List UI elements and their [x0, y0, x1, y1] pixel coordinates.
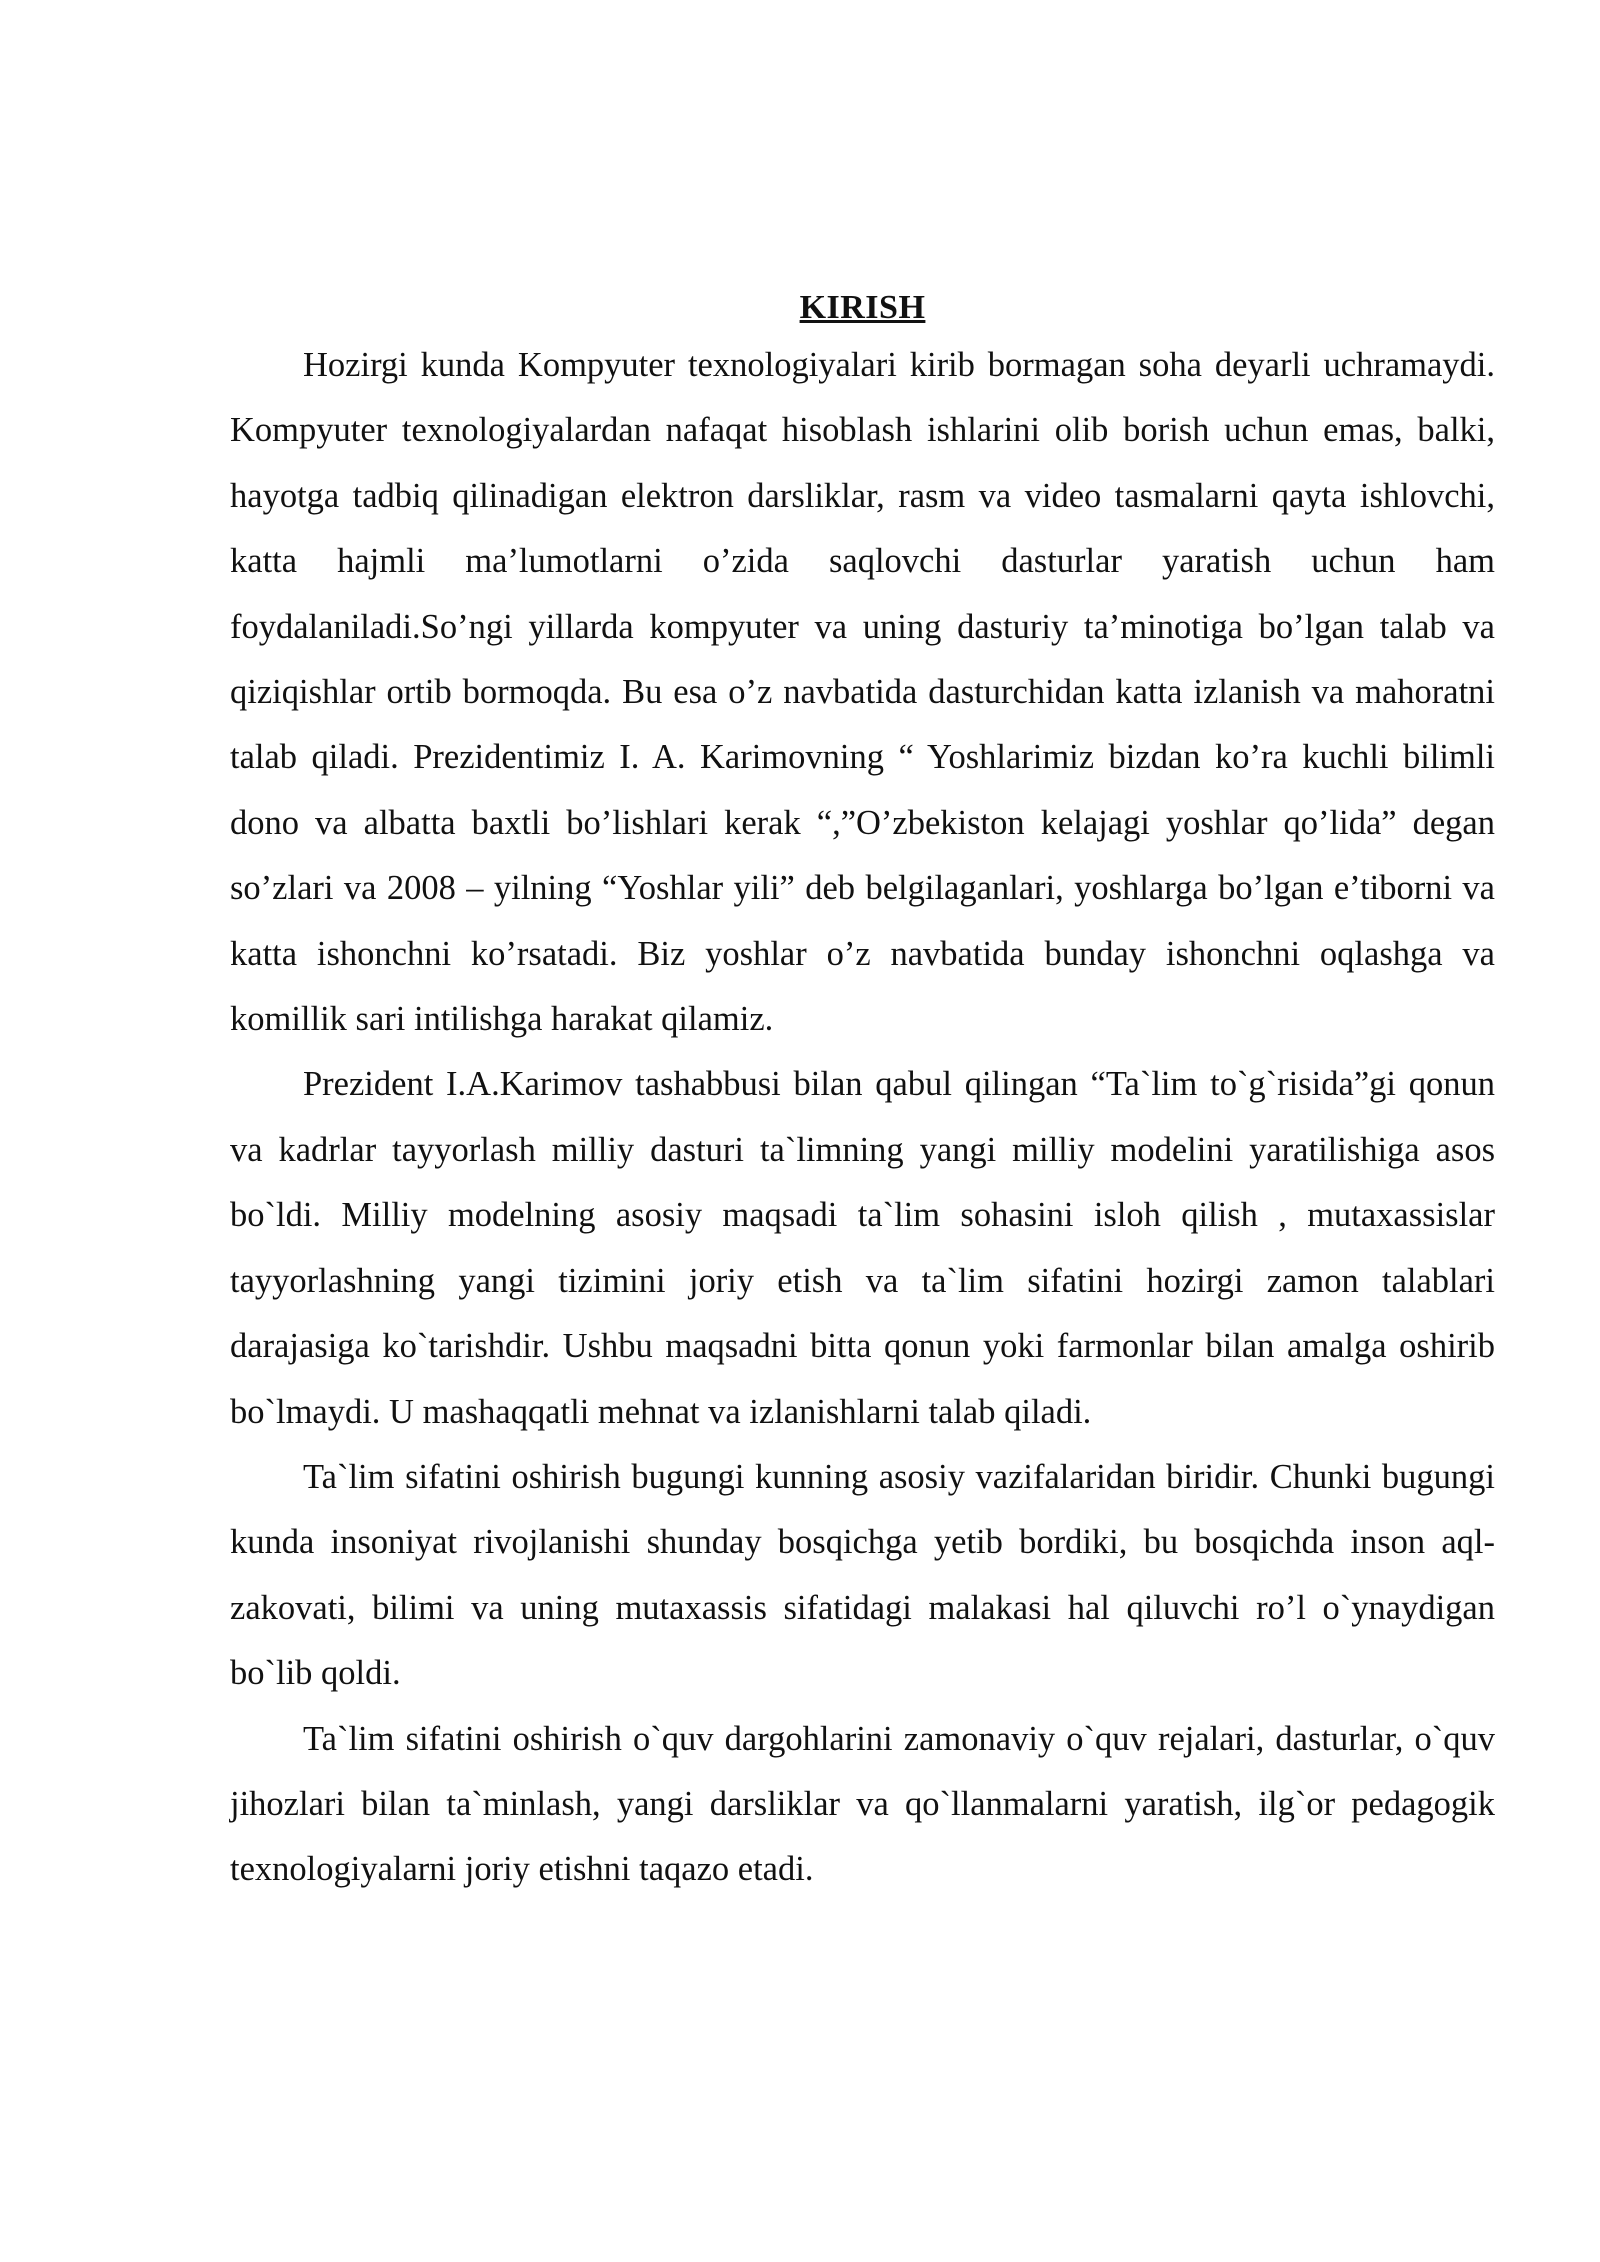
section-title: KIRISH [799, 289, 926, 326]
paragraph-1: Hozirgi kunda Kompyuter texnologiyalari kirib bormagan soha deyarli uchramaydi. Kompyuter texnologiyalardan nafaqat hisoblash ishlarini olib borish uchun emas, balki, hayotga tadbiq qilinadigan elektron darsliklar, rasm va video tasmalarni qayta ishlovchi, katta hajmli ma’lumotlarni o’zida saqlovchi dasturlar yaratish uchun ham foydalaniladi.So’ngi yillarda kompyuter va uning dasturiy ta’minotiga bo’lgan talab va qiziqishlar ortib bormoqda. Bu esa o’z navbatida dasturchidan katta izlanish va mahoratni talab qiladi. Prezidentimiz I. A. Karimovning “ Yoshlarimiz bizdan ko’ra kuchli bilimli dono va albatta baxtli bo’lishlari kerak “,”O’zbekiston kelajagi yoshlar qo’lida” degan so’zlari va 2008 – yilning “Yoshlar yili” deb belgilaganlari, yoshlarga bo’lgan e’tiborni va katta ishonchni ko’rsatadi. Biz yoshlar o’z navbatida bunday ishonchni oqlashga va komillik sari intilishga harakat qilamiz. [230, 346, 1495, 1039]
paragraph-3: Ta`lim sifatini oshirish bugungi kunning asosiy vazifalaridan biridir. Chunki bugungi kunda insoniyat rivojlanishi shunday bosqichga yetib bordiki, bu bosqichda inson aql-zakovati, bilimi va uning mutaxassis sifatidagi malakasi hal qiluvchi ro’l o`ynaydigan bo`lib qoldi. [230, 1457, 1495, 1693]
paragraph-4: Ta`lim sifatini oshirish o`quv dargohlarini zamonaviy o`quv rejalari, dasturlar, o`quv jihozlari bilan ta`minlash, yangi darsliklar va qo`llanmalarni yaratish, ilg`or pedagogik texnologiyalarni joriy etishni taqazo etadi. [230, 1719, 1495, 1889]
paragraph-2: Prezident I.A.Karimov tashabbusi bilan qabul qilingan “Ta`lim to`g`risida”gi qonun va kadrlar tayyorlash milliy dasturi ta`limning yangi milliy modelini yaratilishiga asos bo`ldi. Milliy modelning asosiy maqsadi ta`lim sohasini isloh qilish , mutaxassislar tayyorlashning yangi tizimini joriy etish va ta`lim sifatini hozirgi zamon talablari darajasiga ko`tarishdir. Ushbu maqsadni bitta qonun yoki farmonlar bilan amalga oshirib bo`lmaydi. U mashaqqatli mehnat va izlanishlarni talab qiladi. [230, 1065, 1495, 1431]
document-page [230, 283, 1495, 1903]
